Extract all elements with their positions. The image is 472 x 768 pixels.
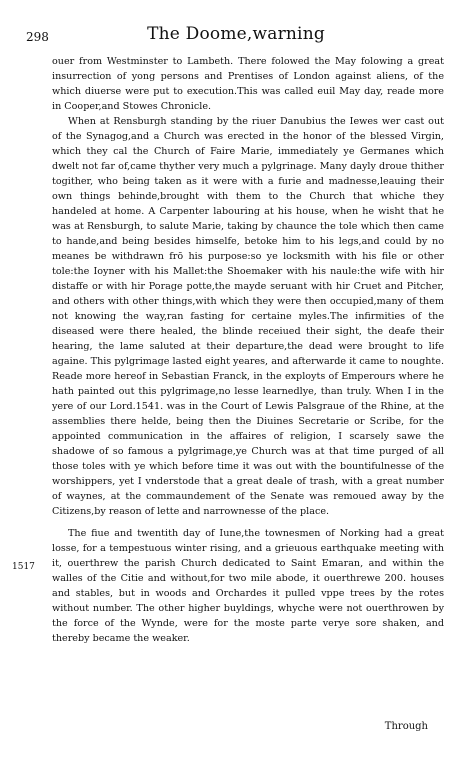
margin-note-year: 1517 (12, 562, 35, 572)
paragraph-rensburgh: When at Rensburgh standing by the riuer Danubius the Iewes wer cast out of the Synagog,and a Church was erected in the honor of the blessed Virgin, which they cal the Church of Faire Marie, immediately ye Germanes which dwelt not far of,came thyther very much a pylgrinage. Many dayly droue thither togither, who being taken as it were with a furie and madnesse,leauing their own things behinde,brought with them to the Church that whiche they handeled at home. A Carpenter labouring at his house, when he wisht that he was at Rensburgh, to salute Marie, taking by chaunce the tole which then came to hande,and being besides himselfe, betoke him to his legs,and could by no meanes be withdrawn frō his purpose:so ye locksmith with his file or other tole:the Ioyner with his Mallet:the Shoemaker with his naule:the wife with hir distaffe or with hir Porage potte,the mayde seruant with hir Cruet and Pitcher, and others with other things,with which they were then occupied,many of them not knowing the way,ran fasting for certaine myles.The infirmities of the diseased were there healed, the blinde receiued their sight, the deafe their hearing, the lame saluted at their departure,the dead were brought to life againe. This pylgrimage lasted eight yeares, and afterwarde it came to noughte. Reade more hereof in Sebastian Franck, in the exployts of Emperours where he hath painted out this pylgrimage,no lesse learnedlye, than truly. When I in the yere of our Lord.1541. was in the Court of Lewis Palsgraue of the Rhine, at the assemblies there helde, being then the Diuines Secretarie or Scribe, for the appointed communication in the affaires of religion, I scarsely sawe the shadowe of so famous a pylgrimage,ye Church was at that time purged of all those toles with ye which before time it was out with the bountifulnesse of the worshippers, yet I vnderstode that a great deale of trash, with a great number of waynes, at the commaundement of the Senate was remoued away by the Citizens,by reason of lette and narrownesse of the place. (52, 116, 444, 517)
body-text (52, 54, 444, 646)
page-header (26, 24, 446, 46)
paragraph-norking: The fiue and twentith day of Iune,the townesmen of Norking had a great losse, for a tempestuous winter rising, and a grieuous earthquake meeting with it, ouerthrew the parish Church dedicated to Saint Emaran, and within the walles of the Citie and without,for two mile abode, it ouerthrewe 200. houses and stables, but in woods and Orchardes it pulled vppe trees by the rotes without number. The other higher buyldings, whyche were not ouerthrowen by the force of the Wynde, were for the moste parte verye sore shaken, and thereby became the weaker. (52, 528, 444, 644)
running-title: The Doome,warning (147, 24, 325, 44)
page-number: 298 (26, 30, 49, 44)
catchword: Through (384, 721, 428, 732)
paragraph-continuation: ouer from Westminster to Lambeth. There folowed the May folowing a great insurrection of yong persons and Prentises of London against aliens, of the which diuerse were put to execution.This was called euil May day, reade more in Cooper,and Stowes Chronicle. (52, 56, 444, 112)
